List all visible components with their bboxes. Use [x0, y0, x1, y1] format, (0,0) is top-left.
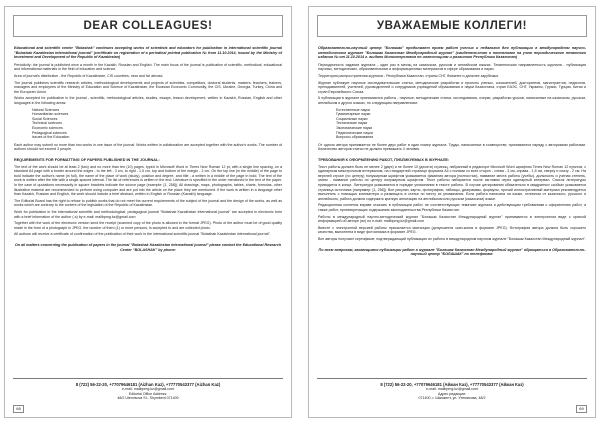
left-requirements-heading: REQUIREMENTS FOR FORMATTING OF PAPERS PUBLISHED IN THE JOURNAL: [14, 157, 160, 162]
right-req-paragraph: Вместе с электронной версией работы присылается квитанция (допускается скан-копия в формате JPEG). Фотография автора должна быть хорошего качества, выполнена в виде фотоснимка в формате JPEG. [318, 225, 586, 235]
right-page-number: 69 [576, 405, 587, 413]
left-title-box [13, 15, 283, 37]
left-footer-address: 48/2 Utemisova St., Shymkent 071400 [117, 396, 179, 401]
left-content [5, 46, 291, 252]
right-content [309, 46, 595, 257]
left-footer [13, 378, 283, 401]
list-item: Педагогические науки [336, 130, 373, 135]
right-intro: Образовательно-научный центр "Болашак" продолжает прием работ ученых и педагогов для публикации в международном научно-методическом журнале "Болашак Казахстан Международный журнал" (свидетельство о постановке на учет периодического печатного издания № от 11.10.2014 г. выдано Министерством по инвестициям и развитию Республики Казахстан) [318, 46, 586, 60]
right-title: УВАЖАЕМЫЕ КОЛЛЕГИ! [376, 20, 528, 32]
right-page [308, 6, 596, 418]
list-item: Экономические науки [336, 125, 373, 130]
right-paragraph: Журнал публикует научные исследовательские статьи, методические разработки и проекты ученых, соискателей, докторантов, магистрантов, педагогов, преподавателей, учителей, руководителей и сотрудников учреждений образования и науки Казахстана, стран ЕАЭС, СНГ, Украины, Грузии, Турции, Китая и стран Европейского Союза. [318, 80, 586, 94]
right-areas-list [336, 108, 586, 140]
right-paragraph: От одного автора принимается не более двух работ в один номер журнала. Труды, написанные в соавторстве, принимаются наряду с авторскими работами. Количество авторов статьи не должно превышать 3 человек. [318, 142, 586, 152]
left-req-paragraph: All authors will receive a certificate of confirmation of the publication of their work in the international scientific journal "Bolashak Kazakhstan international journal". [14, 232, 271, 237]
list-item: Humanitarian sciences [32, 112, 69, 117]
list-item: Социальные науки [336, 116, 368, 121]
left-req-paragraph: The text of the work should be at least 2 (two) and no more than ten (10) pages, typed in Microsoft Word in Times New Roman 12 pt, with a single line spacing, on a standard A4 page with a border around the edges - to the left - 3 cm, to right - 1.5 cm, top and bottom of the margin - 2 cm. On the top line (in the middle) of the page to bold indicate the author's name (in full), the name of the place of work (study), position and degree, and title - a written in a middle of the page in bold. The text of the work is written after the title with a single-spaced interval. The list of references is written in the end. Literature is specified in the order mentioned in the text of the paper. In the case of quotations necessarily in square brackets indicate the source page (example: [1, 258]). All drawings, maps, photographs, tables, charts, formulas, other illustrative material are recommended to perform using computer and are put into the article on the place they are mentioned. If the work is written in a language other than Kazakh, Russian and English, the work should include a brief abstract, written in English or Russian (Kazakh) language. [14, 164, 282, 197]
left-footer-phones: 8 (722) 56-22-20, +77079646181 (Aizhan Kaz), +77770543377 (Aizhan Kaz) [75, 381, 221, 387]
left-page [4, 6, 292, 418]
right-req-paragraph: Работы в международный научно-методический журнал "Болашак Казахстан Международный журнал" принимаются в электронном виде с краткой информацией об авторе (ах) по e-mail: mailbpmg.kz@gmail.com [318, 214, 586, 224]
left-paragraph: Works accepted for publication in the journal - scientific, methodological articles, studies, essays, lesson development, written in Kazakh, Russian, English and other languages in the following areas: [14, 96, 282, 105]
left-req-paragraph: Work for publication in the international scientific and methodological, pedagogical journal "Bolashak Kazakhstan international journal" are accepted in electronic form with a brief information of the author ( a) by e-mail: mailbpmg.kz@gmail.com [14, 210, 282, 219]
left-areas-list [32, 108, 282, 140]
right-paragraph: Территория распространения журнала - Республика Казахстан, страны СНГ, ближнее и дальнее зарубежье. [318, 73, 500, 78]
left-paragraph: Each author may submit no more than two works in one issue of the journal. Works written in collaboration are accepted together with the author's works. The number of authors should not exceed 3 people. [14, 142, 282, 152]
left-paragraph: Periodicity: the journal is published once a month in the Kazakh, Russian and English. The main focus of the journal is publication of scientific, methodical, educational and informational materials in the field of education and science. [14, 62, 282, 72]
left-areas-label: Natural Sciences [32, 107, 60, 112]
list-item: Issues of the Education [32, 135, 70, 140]
list-item: Вопросы образования [336, 135, 374, 140]
right-paragraph: К публикации в журнале принимаются работы - научные, методические статьи, исследования, очерки, разработки уроков, написанные на казахском, русском, английском и других языках, по следующим направлениям: [318, 96, 586, 105]
left-title: DEAR COLLEAGUES! [83, 20, 213, 32]
right-req-paragraph: Редакционная коллегия вправе отказать в публикации работ, не соответствующих тематике журнала и действующим требованиям к оформлению работ, а также работ, противоречащих содержанию законодательства Республики Казахстан. [318, 203, 586, 213]
right-footer-email[interactable]: e-mail: mailbpmg.kz@gmail.com [426, 387, 478, 392]
list-item: Pedagogical sciences [32, 130, 67, 135]
left-footer-email[interactable]: e-mail: mailbpmg.kz@gmail.com [122, 387, 174, 392]
list-item: Social Sciences [32, 116, 58, 121]
right-requirements-heading: ТРЕБОВАНИЯ К ОФОРМЛЕНИЮ РАБОТ, ПУБЛИКУЕМЫХ В ЖУРНАЛЕ: [318, 157, 450, 162]
left-req-paragraph: Together with the work of the electronic version send the receipt (scanned copy of the photo is allowed in the format JPEG). Photo of the author must be of good quality made in the form of a photograph in JPEG, the number of them (1) or more persons, is accepted to and are collected photo. [14, 221, 282, 230]
left-intro: Educational and scientific center "Bolashak" continues accepting works of scientists and educators for publication in international scientific journal "Bolashak Kazakhstan international journal" (certificate on registration of a periodical printed publication № from 11.10.2014, issued by the Ministry of Investment and Development of the Republic of Kazakhstan) [14, 46, 282, 60]
right-footer-address: 071400, г. Шымкент, ул. Утемисова, 48/2 [418, 396, 486, 401]
left-req-paragraph: The Editorial Board has the right to refuse to publish works that do not meet the current requirements of the subject of the journal and the design of the works, as well as works which are contrary to the content of the legislation of the Republic of Kazakhstan. [14, 198, 282, 208]
right-footer [317, 378, 587, 401]
left-footer-office: Editorial Office Address: [128, 391, 168, 396]
left-paragraph: The journal publishes scientific research articles, methodological developments and projects of scientists, competitors, doctoral students, masters, teachers, trainers, managers and employees of the Ministry of Education and Science of Kazakhstan, the Eurasian Economic Community, the CIS, Ukraine, Georgia, Turkey, China and the European Union. [14, 80, 282, 94]
right-footer-phones: 8 (722) 56-22-20, +77079646181 (Айжан Каз), +77770543377 (Айжан Каз) [380, 381, 524, 387]
right-closing: По всем вопросам, касающимся публикации работ в журнале "Болашак Казахстан Международный журнал" обращаться в Образовательно-научный центр "БОЛАШАК" по телефонам: [318, 247, 586, 257]
left-paragraph: Area of journal's distribution - the Republic of Kazakhstan, CIS countries, near and far abroad. [14, 73, 164, 78]
right-title-box [317, 15, 587, 37]
right-req-paragraph: Текст работы должен быть не менее 2 (двух) и не более 10 (десяти) страниц, набранный в редакторе Microsoft Word шрифтом Times New Roman 12 пунктов, с одинарным межстрочным интервалом, на стандартной странице формата А4 с полями со всех сторон - слева - 3 см, справа - 1,5 см, сверху и снизу - 2 см. На верхней строке (по центру) полужирным шрифтом указывается фамилия автора (полностью), название места работы (учебы), должность и ученая степень, затем - название работы по центру полужирным шрифтом. Текст работы набирается после заглавия через одинарный интервал. Список литературы приводится в конце. Литература указывается в порядке упоминания в тексте работы. В случае цитирования обязательно в квадратных скобках указывается страница источника (например: [1, 258]). Все рисунки, карты, фотографии, таблицы, диаграммы, формулы, прочий иллюстративный материал рекомендуется выполнять с помощью компьютера и размещать в статье по месту их упоминания. Если работа написана на языке, отличном от казахского, русского и английского, работа должна содержать краткую аннотацию на английском или русском (казахском) языке. [318, 164, 586, 201]
right-areas-label: Естественные науки [336, 107, 370, 112]
left-page-number: 68 [13, 405, 24, 413]
right-footer-office: Адрес редакции: [438, 391, 466, 396]
right-req-paragraph: Все авторы получают сертификат, подтверждающий публикацию их работы в международном научном журнале "Болашак Казахстан Международный журнал". [318, 236, 586, 241]
list-item: Гуманитарные науки [336, 112, 371, 117]
list-item: Технические науки [336, 121, 368, 126]
list-item: Economic sciences [32, 125, 63, 130]
right-paragraph: Периодичность издания журнала - один раз в месяц на казахском, русском и английском языках. Тематическая направленность журнала - публикация научных, методических, образовательных и информационных материалов в сфере образования и науки. [318, 62, 586, 72]
list-item: Technical sciences [32, 121, 62, 126]
left-closing: On all matters concerning the publication of papers in the journal "Bolashak Kazakhstan international journal" please contact the Educational Research Center "BOLASHAK" by phone: [14, 242, 282, 252]
